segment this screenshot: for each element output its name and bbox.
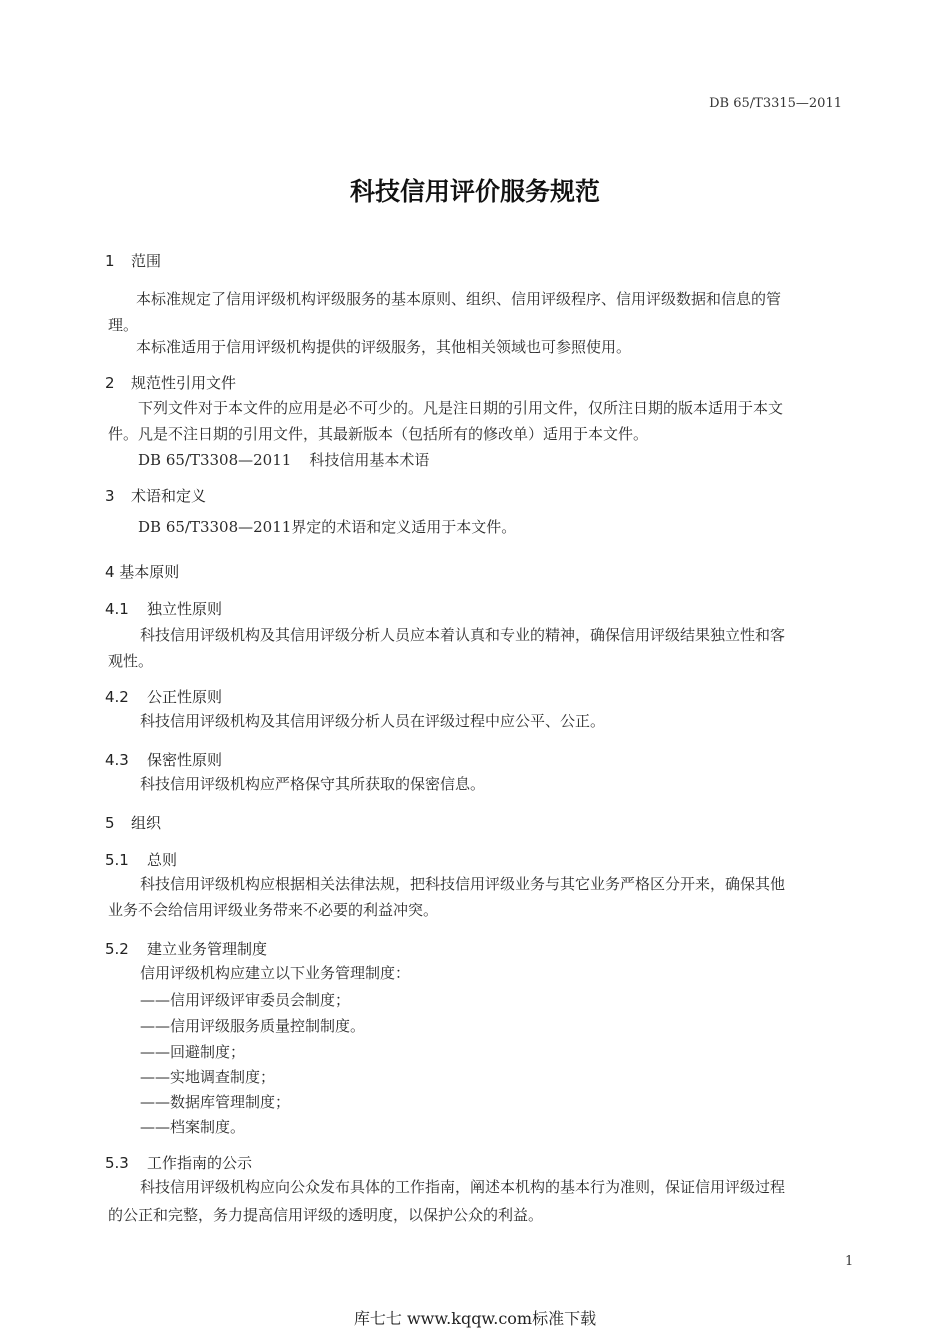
page-number: 1 xyxy=(845,1254,854,1269)
paragraph-line: 科技信用评级机构应根据相关法律法规，把科技信用评级业务与其它业务严格区分开来，确保其他 xyxy=(140,875,786,893)
section-title: 规范性引用文件 xyxy=(131,374,237,392)
section-number: 5.2 xyxy=(105,940,129,958)
list-item: ——数据库管理制度； xyxy=(140,1093,291,1111)
section-5-1-heading xyxy=(105,849,177,870)
paragraph-line: 观性。 xyxy=(108,652,154,670)
section-3-heading xyxy=(105,485,206,506)
section-number: 2 xyxy=(105,374,115,392)
section-number: 3 xyxy=(105,487,115,505)
section-5-2-heading xyxy=(105,938,267,959)
list-item: ——回避制度； xyxy=(140,1043,246,1061)
paragraph-line: 下列文件对于本文件的应用是必不可少的。凡是注日期的引用文件，仅所注日期的版本适用于本文 xyxy=(138,399,784,417)
section-4-3-heading xyxy=(105,749,222,770)
section-title: 范围 xyxy=(131,252,162,270)
section-title: 建立业务管理制度 xyxy=(147,940,268,958)
paragraph-line: 科技信用评级机构及其信用评级分析人员应本着认真和专业的精神，确保信用评级结果独立性和客 xyxy=(140,626,786,644)
section-4-1-heading xyxy=(105,598,222,619)
section-title: 工作指南的公示 xyxy=(147,1154,253,1172)
paragraph-line: 科技信用评级机构及其信用评级分析人员在评级过程中应公平、公正。 xyxy=(140,712,606,730)
section-4-heading: 4 基本原则 xyxy=(105,563,180,581)
paragraph-line: 件。凡是不注日期的引用文件，其最新版本（包括所有的修改单）适用于本文件。 xyxy=(108,425,649,443)
section-2-heading xyxy=(105,372,236,393)
paragraph-line: 科技信用评级机构应向公众发布具体的工作指南，阐述本机构的基本行为准则，保证信用评级过程 xyxy=(140,1178,786,1196)
list-item: ——信用评级服务质量控制制度。 xyxy=(140,1017,366,1035)
paragraph-line: 本标准规定了信用评级机构评级服务的基本原则、组织、信用评级程序、信用评级数据和信息的管 xyxy=(136,290,782,308)
reference-title: 科技信用基本术语 xyxy=(309,451,430,469)
paragraph-line: 科技信用评级机构应严格保守其所获取的保密信息。 xyxy=(140,775,486,793)
section-5-3-heading xyxy=(105,1152,252,1173)
list-item: ——档案制度。 xyxy=(140,1118,246,1136)
section-5-heading xyxy=(105,812,161,833)
section-number: 1 xyxy=(105,252,115,270)
section-title: 组织 xyxy=(131,814,162,832)
section-number: 4.3 xyxy=(105,751,129,769)
paragraph-line: 的公正和完整，务力提高信用评级的透明度，以保护公众的利益。 xyxy=(108,1206,544,1224)
normative-reference xyxy=(138,453,429,468)
paragraph-line: 业务不会给信用评级业务带来不必要的利益冲突。 xyxy=(108,901,439,919)
reference-code: DB 65/T3308—2011 xyxy=(138,451,292,469)
section-title: 总则 xyxy=(147,851,178,869)
paragraph-line: DB 65/T3308—2011界定的术语和定义适用于本文件。 xyxy=(138,518,517,536)
list-item: ——信用评级评审委员会制度； xyxy=(140,991,351,1009)
paragraph-line: 理。 xyxy=(108,316,139,334)
section-title: 公正性原则 xyxy=(147,688,223,706)
section-title: 术语和定义 xyxy=(131,487,207,505)
section-1-heading xyxy=(105,250,161,271)
section-number: 5.1 xyxy=(105,851,129,869)
section-number: 4.1 xyxy=(105,600,129,618)
section-title: 独立性原则 xyxy=(147,600,223,618)
section-4-2-heading xyxy=(105,686,222,707)
section-number: 5.3 xyxy=(105,1154,129,1172)
page-title: 科技信用评价服务规范 xyxy=(349,177,600,206)
paragraph-line: 本标准适用于信用评级机构提供的评级服务，其他相关领域也可参照使用。 xyxy=(136,338,632,356)
section-number: 5 xyxy=(105,814,115,832)
document-number: DB 65/T3315—2011 xyxy=(709,96,842,111)
section-title: 保密性原则 xyxy=(147,751,223,769)
list-item: ——实地调查制度； xyxy=(140,1068,276,1086)
footer-watermark[interactable]: 库七七 www.kqqw.com标准下载 xyxy=(353,1309,597,1328)
section-number: 4.2 xyxy=(105,688,129,706)
list-intro: 信用评级机构应建立以下业务管理制度： xyxy=(140,964,411,982)
